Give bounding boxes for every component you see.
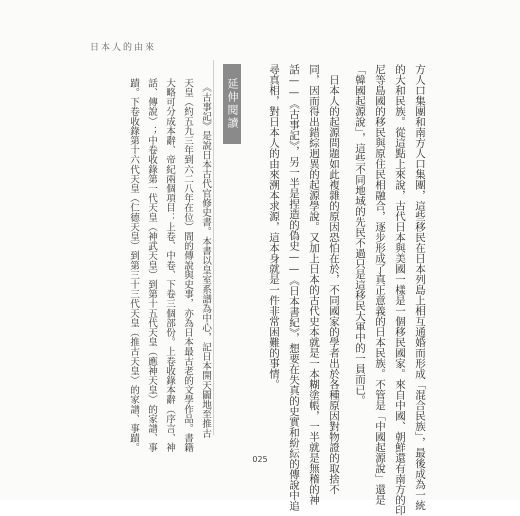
extension-text-line: 蹟。下卷收錄第十六代天皇（仁德天皇）到第三十三代天皇（推古天皇）的家譜、事蹟。 [128, 78, 139, 453]
extension-text-line: 話、傳說）；中卷收錄第一代天皇（神武天皇）到第十五代天皇（應神天皇）的家譜、事 [146, 78, 157, 453]
extension-text-line: 大略可分成本辭、帝紀兩個項目：上卷、中卷、下卷三個部份。上卷收錄本辭（序言、神 [164, 78, 175, 453]
main-text-line: 方人口集團和南方人口集團，這些移民在日本列島上相互通婚而形成「混合民族」，最後成為一統 [414, 64, 426, 511]
main-text-line: 尼等島國的移民與原住民相融合，逐步形成了真正意義的日本民族。不管是「中國起源說」還是 [374, 64, 386, 505]
running-title: 日本人的由來 [90, 43, 157, 53]
main-text-line: 同，因而得出錯綜迥異的起源學說。又加上日本的古代史本就是一本糊塗帳，一半就是無稽的神 [308, 64, 320, 505]
main-text-line: 「韓國起源說」，這些不同地域的先民不過只是這移民大軍中的一員而已。 [354, 64, 366, 406]
extension-text-line: 《古事記》是說日本古代官修史書。本書以皇室系譜為中心，記日本開天闢地至推古 [200, 78, 211, 438]
section-divider [213, 60, 214, 435]
extension-reading-badge: 延伸閱讀 [223, 64, 241, 144]
extension-text-line: 天皇（約五九三年到六二八年在位）間的傳說與史事，亦為日本最古老的文學作品。書籍 [182, 78, 193, 453]
main-text-line: 尋真相，對日本人的由來溯本求源，這本身就是一件非常困難的事情。 [268, 64, 280, 390]
main-text-line: 的大和民族。從這點上來說，古代日本與美國一樣是一個移民國家。來自中國、朝鮮還有南方的印 [394, 64, 406, 516]
page-number: 025 [252, 455, 268, 464]
main-text-line: 話——《古事記》，另一半是捏造的偽史——《日本書紀》，想要在失真的史實和紛紜的傳說中追 [288, 64, 300, 511]
main-text-line: 日本人的起源問題如此複雜的原因恐怕在於，不同國家的學者出於各種原因對物證的取捨不 [328, 64, 340, 495]
